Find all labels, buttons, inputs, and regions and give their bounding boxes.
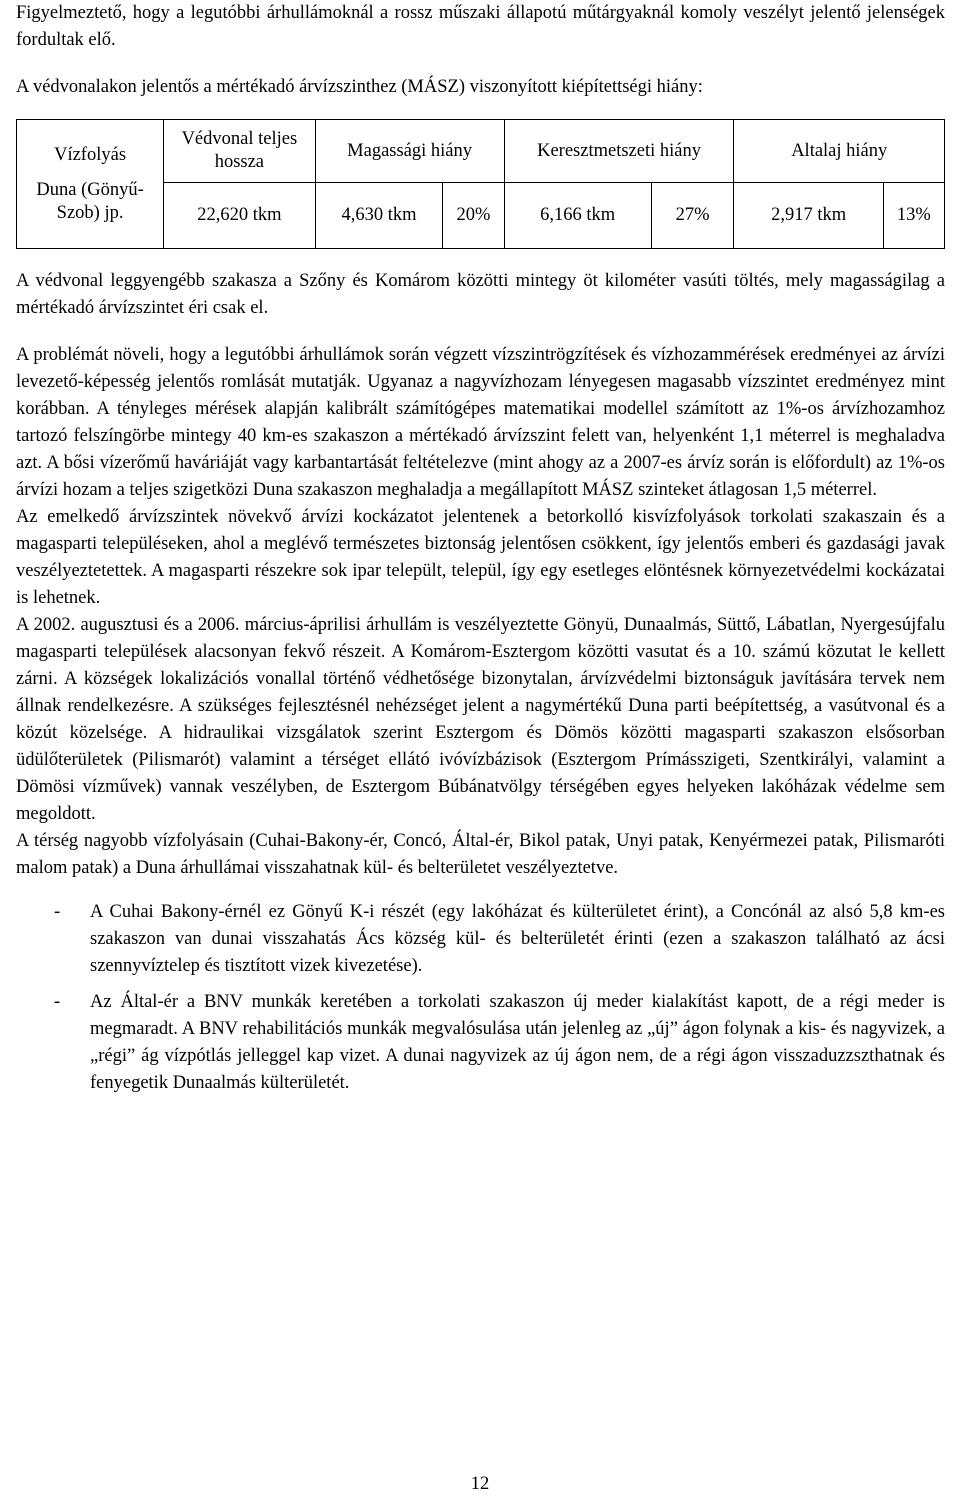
dash-bullet: -	[54, 992, 61, 1012]
cross-tkm-value: 6,166 tkm	[504, 183, 651, 249]
river-name-value: Duna (Gönyű-Szob) jp.	[36, 179, 144, 223]
page-number: 12	[470, 1474, 490, 1494]
height-tkm-value: 4,630 tkm	[315, 183, 443, 249]
weakest-section-paragraph: A védvonal leggyengébb szakasza a Szőny és Komárom közötti mintegy öt kilométer vasúti töltés, mely magasságilag a mértékadó árvízszintet éri csak el.	[16, 271, 945, 318]
height-column-header: Magassági hiány	[315, 120, 504, 183]
river-column-header: Vízfolyás	[54, 144, 127, 165]
warning-paragraph: Figyelmeztető, hogy a legutóbbi árhullámoknál a rossz műszaki állapotú műtárgyaknál komoly veszélyt jelentő jelenségek fordultak elő.	[16, 3, 945, 50]
rising-levels-paragraph: Az emelkedő árvízszintek növekvő árvízi kockázatot jelentenek a betorkolló kisvízfolyások torkolati szakaszain és a magasparti településeken, ahol a meglévő természetes biztonság jelentősen csökkent, így jelentős emberi és gazdasági javak veszélyeztetettek. A magasparti részekre sok ipar települt, települ, így egy esetleges elöntésnek környezetvédelmi kockázatai is lehetnek.	[16, 507, 945, 608]
length-value: 22,620 tkm	[164, 183, 315, 249]
subsoil-tkm-value: 2,917 tkm	[734, 183, 883, 249]
floods-2002-paragraph: A 2002. augusztusi és a 2006. március-áprilisi árhullám is veszélyeztette Gönyü, Dunaalmás, Süttő, Lábatlan, Nyergesújfalu magasparti települések alacsonyan fekvő részeit. A Komárom-Esztergom közötti vasutat és a 10. számú közutat le kellett zárni. A községek lokalizációs vonallal történő védhetősége bizonytalan, árvízvédelmi biztonságuk javítására tervek nem állnak rendelkezésre. A szükséges fejlesztésnél nehézséget jelent a nagymértékű Duna parti beépítettség, a vasútvonal és a közút közelsége. A hidraulikai vizsgálatok szerint Esztergom és Dömös közötti magasparti szakaszon elsősorban üdülőterületek (Pilismarót) valamint a térséget ellátó ivóvízbázisok (Esztergom Prímásszigeti, Szentkirályi, valamint a Dömösi vízművek) vannak veszélyben, de Esztergom Búbánatvölgy térségében egyes helyeken lakóházak védelme sem megoldott.	[16, 615, 945, 824]
height-pct-value: 20%	[443, 183, 504, 249]
cross-column-header: Keresztmetszeti hiány	[504, 120, 734, 183]
cross-pct-value: 27%	[651, 183, 734, 249]
problem-paragraph: A problémát növeli, hogy a legutóbbi árhullámok során végzett vízszintrögzítések és vízhozammérések eredményei az árvízi levezető-képesség jelentős romlását mutatják. Ugyanaz a nagyvízhozam lényegesen magasabb vízszintet eredményez mint korábban. A tényleges mérések alapján kalibrált számítógépes matematikai modellel számított az 1%-os árvízhozamhoz tartozó felszíngörbe mintegy 40 km-es szakaszon a mértékadó árvízszint felett van, helyenként 1,1 méterrel is meghaladva azt. A bősi vízerőmű haváriáját vagy karbantartását feltételezve (mint ahogy az a 2007-es árvíz során is előfordult) az 1%-os árvízi hozam a teljes szigetközi Duna szakaszon meghaladja a megállapított MÁSZ szinteket átlagosan 1,5 méterrel.	[16, 345, 945, 500]
list-item	[16, 899, 945, 980]
tributary-list	[16, 899, 945, 1097]
document-page	[16, 0, 945, 1106]
deficit-intro-paragraph: A védvonalakon jelentős a mértékadó árvízszinthez (MÁSZ) viszonyított kiépítettségi hiány:	[16, 77, 703, 97]
list-item-text: Az Által-ér a BNV munkák keretében a torkolati szakaszon új meder kialakítást kapott, de a régi meder is megmaradt. A BNV rehabilitációs munkák megvalósulása után jelenleg az „új” ágon folynak a kis- és nagyvizek, a „régi” ág vízpótlás jelleggel kap vizet. A dunai nagyvizek az új ágon nem, de a régi ágon visszaduzzszthatnak és fenyegetik Dunaalmás külterületét.	[90, 992, 945, 1093]
subsoil-column-header: Altalaj hiány	[734, 120, 945, 183]
dash-bullet: -	[54, 902, 61, 922]
table-header-row	[17, 120, 945, 183]
tributaries-paragraph: A térség nagyobb vízfolyásain (Cuhai-Bakony-ér, Concó, Által-ér, Bikol patak, Unyi patak, Kenyérmezei patak, Pilismaróti malom patak) a Duna árhullámai visszahatnak kül- és belterületet veszélyeztetve.	[16, 831, 945, 878]
river-cell	[17, 120, 164, 249]
protection-deficit-table	[16, 119, 945, 249]
list-item-text: A Cuhai Bakony-érnél ez Gönyű K-i részét (egy lakóházat és külterületet érint), a Concónál az alsó 5,8 km-es szakaszon van dunai visszahatás Ács község kül- és belterületét érinti (ezen a szakaszon található az ácsi szennyvíztelep és tisztított vizek kivezetése).	[90, 902, 945, 976]
subsoil-pct-value: 13%	[883, 183, 944, 249]
length-column-header: Védvonal teljes hossza	[164, 120, 315, 183]
list-item	[16, 989, 945, 1097]
